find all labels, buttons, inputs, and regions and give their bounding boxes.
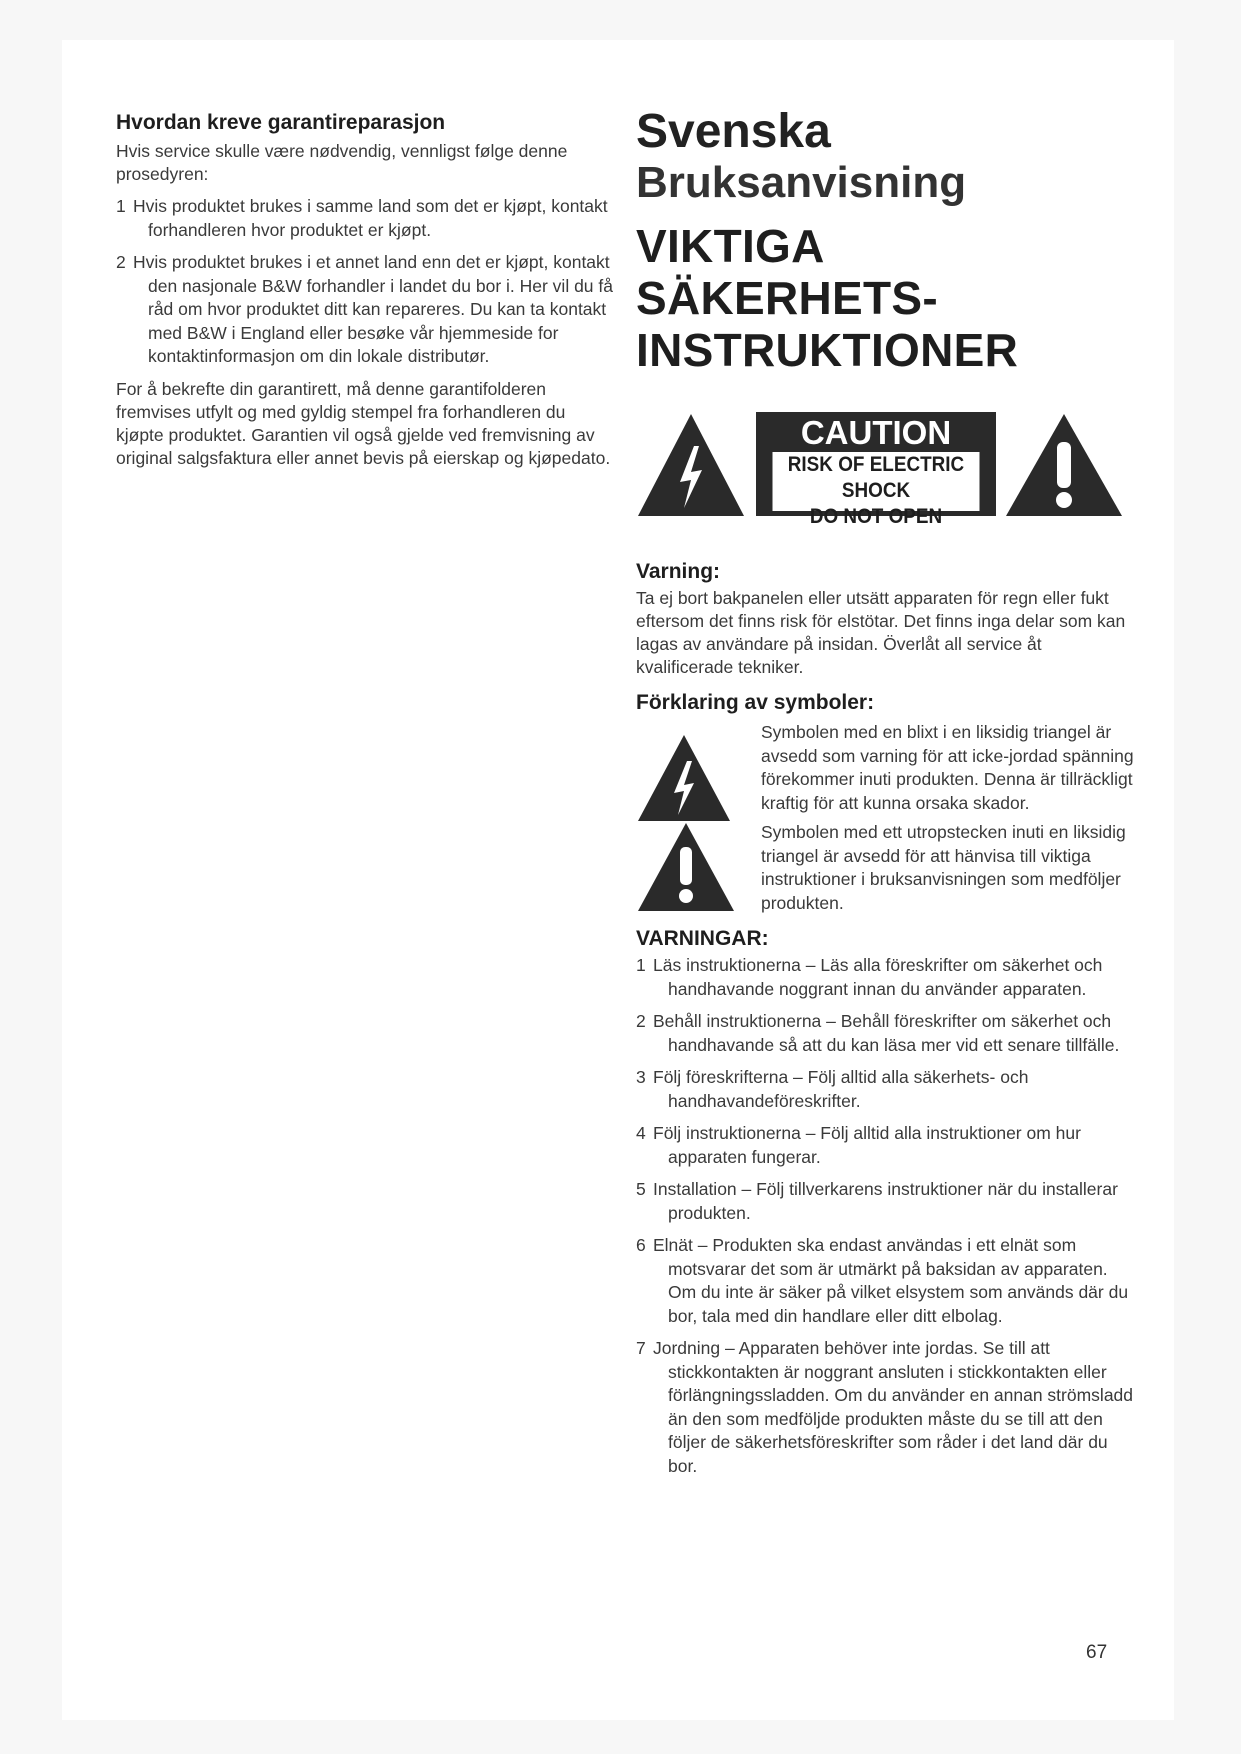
caution-line: RISK OF ELECTRIC SHOCK: [787, 453, 965, 502]
warning-number: 1: [636, 955, 646, 975]
warning-item-text: Följ instruktionerna – Följ alltid alla instruktioner om hur apparaten fungerar.: [653, 1123, 1081, 1167]
caution-subtext: [773, 452, 980, 528]
symbol-explanation: [636, 721, 1134, 815]
step-number: 2: [116, 252, 126, 272]
warning-number: 4: [636, 1123, 646, 1143]
step-text: Hvis produktet brukes i samme land som det er kjøpt, kontakt forhandleren hvor produktet er kjøpt.: [133, 196, 608, 240]
left-column: [116, 111, 616, 470]
warning-number: 5: [636, 1179, 646, 1199]
warning-item: [636, 1010, 1134, 1057]
warning-number: 2: [636, 1011, 646, 1031]
lightning-triangle-icon: [636, 733, 732, 823]
warning-item: [636, 1234, 1134, 1328]
warning-number: 3: [636, 1067, 646, 1087]
symbol-text: Symbolen med en blixt i en liksidig triangel är avsedd som varning för att icke-jordad spänning förekommer inuti produkten. Denna är tillräckligt kraftig för att kunna orsaka skador.: [761, 722, 1134, 813]
warning-number: 7: [636, 1338, 646, 1358]
warning-item-text: Jordning – Apparaten behöver inte jordas. Se till att stickkontakten är noggrant ansluten i stickkontakten eller förlängningssladden. Om du använder en annan strömsladd än den som medföljde produkten måste du se till att den följer de säkerhetsföreskrifter som råder i det land där du bor.: [653, 1338, 1134, 1476]
exclamation-triangle-icon: [1004, 412, 1124, 518]
warning-item: [636, 1337, 1134, 1478]
caution-box: [756, 412, 996, 528]
warning-text: Ta ej bort bakpanelen eller utsätt apparaten för regn eller fukt eftersom det finns risk för elstötar. Det finns inga delar som kan lagas av användare på insidan. Överlåt all service åt kvalificerade tekniker.: [636, 588, 1126, 677]
right-column: [636, 106, 1134, 1478]
warning-item: [636, 1178, 1134, 1225]
caution-label: [636, 412, 1134, 528]
safety-heading-line: VIKTIGA: [636, 220, 825, 272]
safety-heading-line: INSTRUKTIONER: [636, 324, 1019, 376]
warning-item: [636, 954, 1134, 1001]
step-text: Hvis produktet brukes i et annet land enn det er kjøpt, kontakt den nasjonale B&W forhandler i landet du bor i. Her vil du få råd om hvor produktet ditt kan repareres. Du kan ta kontakt med B&W i England eller besøke vår hjemmeside for kontaktinformasjon om din lokale distributør.: [133, 252, 613, 366]
warning-heading: Varning:: [636, 560, 721, 583]
caution-title: CAUTION: [800, 414, 952, 451]
warranty-intro: Hvis service skulle være nødvendig, vennligst følge denne prosedyren:: [116, 141, 568, 184]
warning-item-text: Behåll instruktionerna – Behåll föreskrifter om säkerhet och handhavande så att du kan läsa mer vid ett senare tillfälle.: [653, 1011, 1120, 1055]
warning-item-text: Installation – Följ tillverkarens instruktioner när du installerar produkten.: [653, 1179, 1118, 1223]
page-number: 67: [1086, 1642, 1108, 1663]
warranty-closing: For å bekrefte din garantirett, må denne garantifolderen fremvises utfylt og med gyldig stempel fra forhandleren du kjøpte produktet. Garantien vil også gjelde ved fremvisning av original salgsfaktura eller annet bevis på eierskap og kjøpedato.: [116, 378, 611, 468]
symbols-heading: Förklaring av symboler:: [636, 691, 875, 714]
language-title: Svenska: [636, 105, 831, 158]
exclamation-triangle-icon: [636, 821, 736, 913]
caution-line: DO NOT OPEN: [809, 505, 943, 528]
manual-title: Bruksanvisning: [636, 158, 967, 207]
warranty-heading: Hvordan kreve garantireparasjon: [116, 111, 446, 134]
warranty-step: [116, 195, 616, 242]
warning-item-text: Följ föreskrifterna – Följ alltid alla säkerhets- och handhavandeföreskrifter.: [653, 1067, 1029, 1111]
safety-heading-line: SÄKERHETS-: [636, 272, 939, 324]
symbol-text: Symbolen med ett utropstecken inuti en liksidig triangel är avsedd för att hänvisa till viktiga instruktioner i bruksanvisningen som medföljer produkten.: [761, 822, 1126, 913]
step-number: 1: [116, 196, 126, 216]
symbol-explanation: [636, 821, 1134, 915]
lightning-triangle-icon: [636, 412, 746, 518]
warning-item-text: Elnät – Produkten ska endast användas i ett elnät som motsvarar det som är utmärkt på baksidan av apparaten. Om du inte är säker på vilket elsystem som används där du bor, tala med din handlare eller ditt elbolag.: [653, 1235, 1129, 1326]
warning-item: [636, 1122, 1134, 1169]
warning-number: 6: [636, 1235, 646, 1255]
warranty-step: [116, 251, 616, 369]
warning-item: [636, 1066, 1134, 1113]
warnings-heading: VARNINGAR:: [636, 927, 769, 950]
warning-item-text: Läs instruktionerna – Läs alla föreskrifter om säkerhet och handhavande noggrant innan du använder apparaten.: [653, 955, 1103, 999]
